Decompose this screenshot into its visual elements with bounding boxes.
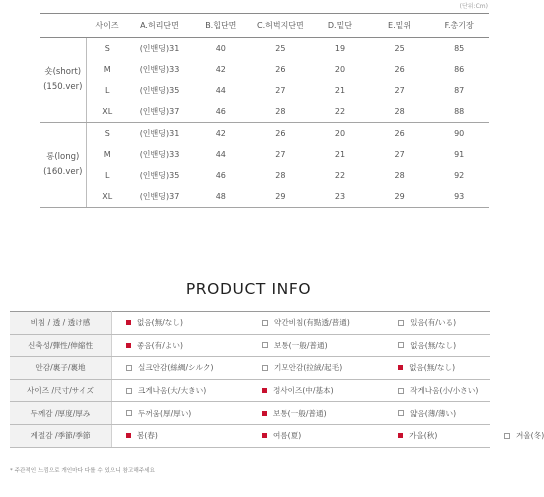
unchecked-box-icon [398, 410, 404, 416]
measurement-cell: 20 [334, 65, 346, 74]
measurement-cell: 26 [394, 65, 405, 74]
measurement-cell: 85 [454, 44, 465, 53]
info-row [10, 357, 490, 380]
size-label: XL [86, 101, 128, 123]
info-option [248, 340, 328, 351]
info-label: 안감/裏子/裏地 [10, 357, 112, 380]
measurement-cell: 26 [394, 129, 405, 138]
info-option [112, 317, 183, 328]
info-label: 두께감 /厚度/厚み [10, 402, 112, 425]
info-option-text: 실크안감(絲綢/シルク) [138, 363, 214, 373]
checked-box-icon [262, 411, 267, 416]
unchecked-box-icon [126, 365, 132, 371]
measurement-cell: 23 [310, 186, 370, 208]
unchecked-box-icon [262, 365, 268, 371]
measurement-cell: (인밴딩)33 [139, 150, 180, 159]
checked-box-icon [262, 433, 267, 438]
info-option-cell [112, 357, 249, 380]
group-label [40, 38, 86, 123]
size-row [40, 144, 489, 165]
group-label-name: 숏(short) [44, 67, 82, 77]
measurement-cell: 91 [454, 150, 465, 159]
group-label-version: (160.ver) [43, 167, 83, 177]
measurement-cell: 27 [275, 150, 286, 159]
size-label: XL [86, 186, 128, 208]
checked-box-icon [126, 433, 131, 438]
info-option [384, 385, 478, 396]
checked-box-icon [126, 320, 131, 325]
info-option-cell [112, 334, 249, 357]
unchecked-box-icon [262, 320, 268, 326]
info-option-text: 크게나옴(大/大きい) [138, 386, 207, 396]
measurement-cell: 20 [334, 129, 346, 138]
info-option-text: 없음(無/なし) [410, 340, 457, 350]
info-option-cell [112, 424, 249, 447]
info-option-text: 가을(秋) [409, 431, 438, 441]
info-option-text: 없음(無/なし) [137, 318, 183, 328]
measurement-cell: 26 [275, 129, 286, 138]
size-table-header [40, 14, 489, 38]
unchecked-box-icon [398, 388, 404, 394]
measurement-cell: (인밴딩)35 [139, 171, 180, 180]
measurement-cell: (인밴딩)37 [128, 101, 191, 123]
unchecked-box-icon [398, 342, 404, 348]
unchecked-box-icon [398, 320, 404, 326]
measurement-cell: 27 [275, 86, 286, 95]
info-option-cell [248, 334, 384, 357]
unchecked-box-icon [126, 410, 132, 416]
header-cell: E.밑위 [370, 14, 430, 38]
measurement-cell: 93 [429, 186, 489, 208]
info-option-cell [248, 402, 384, 425]
size-row [40, 101, 489, 123]
info-option-cell [112, 402, 249, 425]
info-option-text: 없음(無/なし) [409, 363, 456, 373]
size-row [40, 59, 489, 80]
measurement-cell: 40 [215, 44, 226, 53]
measurement-cell: 22 [310, 101, 370, 123]
unchecked-box-icon [262, 342, 268, 348]
info-option [490, 430, 544, 441]
info-option-text: 좋음(有/よい) [137, 340, 183, 350]
measurement-cell: 87 [454, 86, 465, 95]
measurement-cell: 28 [275, 171, 286, 180]
info-row [10, 424, 490, 447]
size-row [40, 80, 489, 101]
info-option-text: 작게나옴(小/小さい) [410, 386, 479, 396]
info-option-text: 기모안감(拉絨/起毛) [274, 363, 343, 373]
info-option-text: 여름(夏) [273, 431, 302, 441]
header-cell: 사이즈 [86, 14, 128, 38]
measurement-cell: 44 [215, 150, 226, 159]
measurement-cell: 25 [275, 44, 286, 53]
header-empty [40, 14, 86, 38]
measurement-cell: 44 [215, 86, 226, 95]
checked-box-icon [398, 433, 403, 438]
info-option-cell [112, 379, 249, 402]
product-info-table [10, 311, 544, 448]
measurement-cell: (인밴딩)31 [139, 129, 180, 138]
checked-box-icon [398, 365, 403, 370]
measurement-cell: 42 [215, 129, 226, 138]
measurement-cell: 29 [370, 186, 430, 208]
info-option [384, 408, 456, 419]
info-option-cell [248, 379, 384, 402]
info-option-cell [384, 357, 490, 380]
info-option-text: 약간비침(有點透/普通) [274, 318, 350, 328]
group-label-version: (150.ver) [43, 82, 83, 92]
info-option-text: 보통(一般/普通) [273, 408, 327, 418]
measurement-cell: 46 [215, 171, 226, 180]
info-label: 계절감 /季節/季節 [10, 424, 112, 447]
info-label: 신축성/彈性/伸縮性 [10, 334, 112, 357]
info-option [384, 317, 456, 328]
info-option-cell [248, 424, 384, 447]
measurement-cell: 28 [394, 171, 405, 180]
product-info-title: PRODUCT INFO [185, 280, 312, 298]
measurement-cell: 21 [334, 150, 346, 159]
info-option-text: 얇음(薄/薄い) [410, 408, 457, 418]
measurement-cell: (인밴딩)33 [139, 65, 180, 74]
info-row [10, 312, 490, 335]
info-option-cell [384, 379, 490, 402]
size-table [40, 13, 489, 208]
info-option-cell [112, 312, 249, 335]
header-cell: A.허리단면 [128, 14, 191, 38]
info-option [248, 408, 327, 419]
info-option [248, 385, 334, 396]
measurement-cell: 28 [370, 101, 430, 123]
checked-box-icon [262, 388, 267, 393]
info-option [384, 340, 456, 351]
measurement-cell: 22 [334, 171, 346, 180]
size-row [40, 186, 489, 208]
footnote: * 주관적인 느낌으로 개인마다 다를 수 있으니 참고해주세요 [10, 468, 155, 474]
size-row [40, 165, 489, 186]
info-option-cell [248, 312, 384, 335]
info-option-cell [384, 402, 490, 425]
size-label: L [105, 86, 110, 95]
info-option [112, 340, 183, 351]
measurement-cell: 42 [215, 65, 226, 74]
info-row [10, 379, 490, 402]
group-label [40, 123, 86, 208]
measurement-cell: (인밴딩)37 [128, 186, 191, 208]
info-option-text: 두꺼움(厚/厚い) [138, 408, 192, 418]
info-label: 사이즈 /尺寸/サイズ [10, 379, 112, 402]
info-option-text: 있음(有/いる) [410, 318, 457, 328]
unchecked-box-icon [126, 388, 132, 394]
measurement-cell: 29 [251, 186, 311, 208]
info-option [248, 362, 342, 373]
measurement-cell: 90 [454, 129, 465, 138]
measurement-cell: 48 [191, 186, 251, 208]
info-option-cell [384, 424, 490, 447]
header-cell: B.힙단면 [191, 14, 251, 38]
unit-note: (단위:Cm) [459, 3, 488, 10]
measurement-cell: 46 [191, 101, 251, 123]
header-cell: D.밑단 [310, 14, 370, 38]
size-label: S [104, 44, 110, 53]
info-label: 비침 / 透 / 透け感 [10, 312, 112, 335]
info-option-cell [384, 334, 490, 357]
header-cell: C.허벅지단면 [251, 14, 311, 38]
info-option [384, 430, 437, 441]
measurement-cell: 26 [275, 65, 286, 74]
measurement-cell: 92 [454, 171, 465, 180]
info-option [112, 362, 213, 373]
size-label: M [103, 150, 111, 159]
measurement-cell: 28 [251, 101, 311, 123]
measurement-cell: (인밴딩)31 [139, 44, 180, 53]
info-option-text: 보통(一般/普通) [274, 340, 328, 350]
measurement-cell: 88 [429, 101, 489, 123]
info-option-text: 봄(春) [137, 431, 158, 441]
header-cell: F.총기장 [429, 14, 489, 38]
measurement-cell: 27 [394, 86, 405, 95]
info-row [10, 334, 490, 357]
info-option [112, 430, 158, 441]
measurement-cell: 86 [454, 65, 465, 74]
info-row [10, 402, 490, 425]
group-label-name: 롱(long) [46, 152, 80, 162]
info-option-cell [384, 312, 490, 335]
size-row [40, 123, 489, 145]
size-label: M [103, 65, 111, 74]
size-label: L [105, 171, 110, 180]
info-option [384, 362, 455, 373]
info-option [248, 430, 301, 441]
info-option-cell [248, 357, 384, 380]
info-option [112, 408, 191, 419]
measurement-cell: 21 [334, 86, 346, 95]
measurement-cell: 19 [334, 44, 346, 53]
checked-box-icon [126, 343, 131, 348]
measurement-cell: (인밴딩)35 [139, 86, 180, 95]
measurement-cell: 25 [394, 44, 405, 53]
info-option [248, 317, 350, 328]
info-option [112, 385, 206, 396]
size-label: S [104, 129, 110, 138]
size-row [40, 38, 489, 60]
unchecked-box-icon [504, 433, 510, 439]
measurement-cell: 27 [394, 150, 405, 159]
info-option-text: 겨울(冬) [515, 431, 544, 441]
info-option-text: 정사이즈(中/基本) [273, 386, 334, 396]
